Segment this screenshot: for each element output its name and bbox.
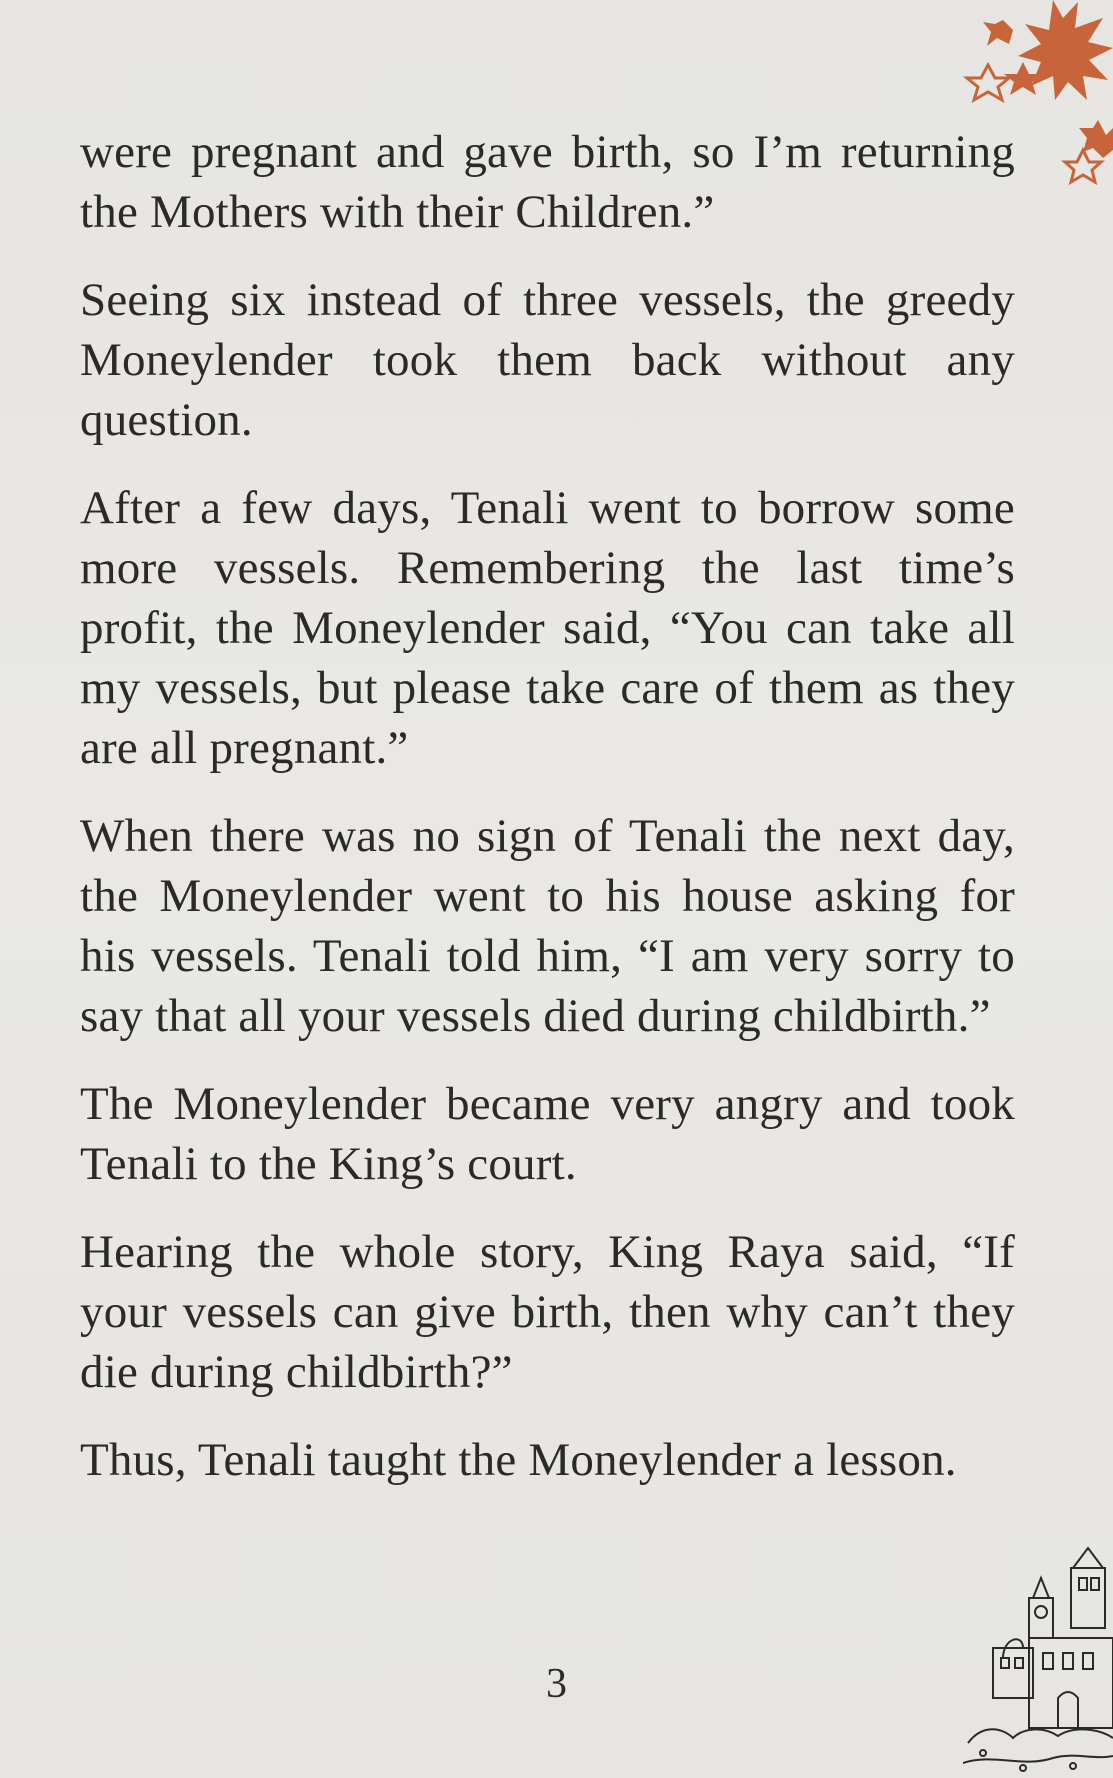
paragraph-3: After a few days, Tenali went to borrow some more vessels. Remembering the last time’s profit, the Moneylender said, “You can take all my vessels, but please take care of them as they are all pregnant.”	[80, 482, 1015, 774]
page-number: 3	[546, 1661, 567, 1707]
story-text	[80, 122, 1015, 1518]
paragraph-7: Thus, Tenali taught the Moneylender a lesson.	[80, 1434, 957, 1486]
paragraph-2: Seeing six instead of three vessels, the greedy Moneylender took them back without any question.	[80, 274, 1015, 446]
paragraph-5: The Moneylender became very angry and took Tenali to the King’s court.	[80, 1078, 1015, 1190]
palace-illustration-icon	[963, 1538, 1113, 1778]
paragraph-4: When there was no sign of Tenali the next day, the Moneylender went to his house asking for his vessels. Tenali told him, “I am very sorry to say that all your vessels died during childbirth.”	[80, 810, 1015, 1042]
paragraph-1: were pregnant and gave birth, so I’m returning the Mothers with their Children.”	[80, 126, 1015, 238]
paragraph-6: Hearing the whole story, King Raya said, “If your vessels can give birth, then why can’t they die during childbirth?”	[80, 1226, 1015, 1398]
